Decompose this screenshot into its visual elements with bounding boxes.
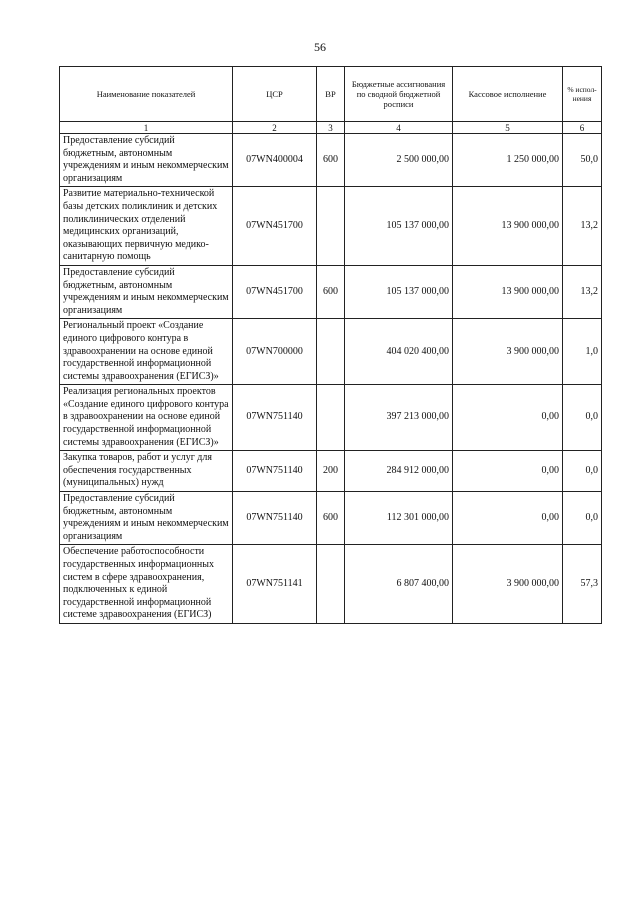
cell-budget: 2 500 000,00	[345, 134, 453, 187]
cell-percent: 0,0	[563, 385, 602, 451]
cell-vr: 600	[317, 265, 345, 318]
column-number: 4	[345, 122, 453, 134]
cell-vr: 600	[317, 134, 345, 187]
cell-csr: 07WN400004	[233, 134, 317, 187]
cell-csr: 07WN451700	[233, 187, 317, 266]
cell-csr: 07WN451700	[233, 265, 317, 318]
column-number: 2	[233, 122, 317, 134]
cell-vr	[317, 385, 345, 451]
column-number-row	[60, 122, 602, 134]
cell-cash: 3 900 000,00	[453, 545, 563, 624]
table-row	[60, 265, 602, 318]
header-csr: ЦСР	[233, 67, 317, 122]
cell-name: Предоставление субсидий бюджетным, автономным учреждениям и иным некоммерческим организациям	[60, 134, 233, 187]
header-cash: Кассовое исполнение	[453, 67, 563, 122]
cell-cash: 0,00	[453, 451, 563, 492]
table-row	[60, 319, 602, 385]
table-row	[60, 545, 602, 624]
cell-budget: 397 213 000,00	[345, 385, 453, 451]
header-percent: % испол-нения	[563, 67, 602, 122]
header-vr: ВР	[317, 67, 345, 122]
header-row	[60, 67, 602, 122]
cell-csr: 07WN751140	[233, 451, 317, 492]
cell-budget: 105 137 000,00	[345, 187, 453, 266]
cell-csr: 07WN751140	[233, 492, 317, 545]
page-number: 56	[314, 40, 326, 54]
cell-percent: 1,0	[563, 319, 602, 385]
cell-percent: 0,0	[563, 492, 602, 545]
table-row	[60, 492, 602, 545]
cell-name: Развитие материально-технической базы детских поликлиник и детских поликлинических отделений медицинских организаций, оказывающих первичную медико-санитарную помощь	[60, 187, 233, 266]
table-row	[60, 385, 602, 451]
cell-cash: 13 900 000,00	[453, 187, 563, 266]
cell-cash: 13 900 000,00	[453, 265, 563, 318]
cell-name: Региональный проект «Создание единого цифрового контура в здравоохранении на основе единой государственной информационной системы здравоохранения (ЕГИСЗ)»	[60, 319, 233, 385]
cell-csr: 07WN700000	[233, 319, 317, 385]
table-row	[60, 187, 602, 266]
cell-budget: 6 807 400,00	[345, 545, 453, 624]
cell-vr	[317, 319, 345, 385]
cell-cash: 1 250 000,00	[453, 134, 563, 187]
cell-name: Закупка товаров, работ и услуг для обеспечения государственных (муниципальных) нужд	[60, 451, 233, 492]
cell-budget: 284 912 000,00	[345, 451, 453, 492]
cell-percent: 57,3	[563, 545, 602, 624]
cell-percent: 50,0	[563, 134, 602, 187]
cell-cash: 0,00	[453, 492, 563, 545]
header-name: Наименование показателей	[60, 67, 233, 122]
cell-budget: 112 301 000,00	[345, 492, 453, 545]
cell-csr: 07WN751140	[233, 385, 317, 451]
cell-csr: 07WN751141	[233, 545, 317, 624]
cell-cash: 0,00	[453, 385, 563, 451]
cell-name: Обеспечение работоспособности государственных информационных систем в сфере здравоохранения, подключенных к единой государственной информационной системе здравоохранения (ЕГИСЗ)	[60, 545, 233, 624]
cell-budget: 404 020 400,00	[345, 319, 453, 385]
cell-name: Предоставление субсидий бюджетным, автономным учреждениям и иным некоммерческим организациям	[60, 265, 233, 318]
cell-name: Предоставление субсидий бюджетным, автономным учреждениям и иным некоммерческим организациям	[60, 492, 233, 545]
column-number: 3	[317, 122, 345, 134]
cell-name: Реализация региональных проектов «Создание единого цифрового контура в здравоохранении на основе единой государственной информационной системы здравоохранения (ЕГИСЗ)»	[60, 385, 233, 451]
cell-percent: 0,0	[563, 451, 602, 492]
cell-vr: 200	[317, 451, 345, 492]
cell-vr	[317, 545, 345, 624]
cell-percent: 13,2	[563, 187, 602, 266]
cell-percent: 13,2	[563, 265, 602, 318]
table-row	[60, 451, 602, 492]
cell-vr: 600	[317, 492, 345, 545]
table-row	[60, 134, 602, 187]
cell-cash: 3 900 000,00	[453, 319, 563, 385]
budget-execution-table	[59, 66, 602, 624]
column-number: 5	[453, 122, 563, 134]
header-budget: Бюджетные ассигнования по сводной бюджетной росписи	[345, 67, 453, 122]
column-number: 6	[563, 122, 602, 134]
cell-vr	[317, 187, 345, 266]
cell-budget: 105 137 000,00	[345, 265, 453, 318]
column-number: 1	[60, 122, 233, 134]
